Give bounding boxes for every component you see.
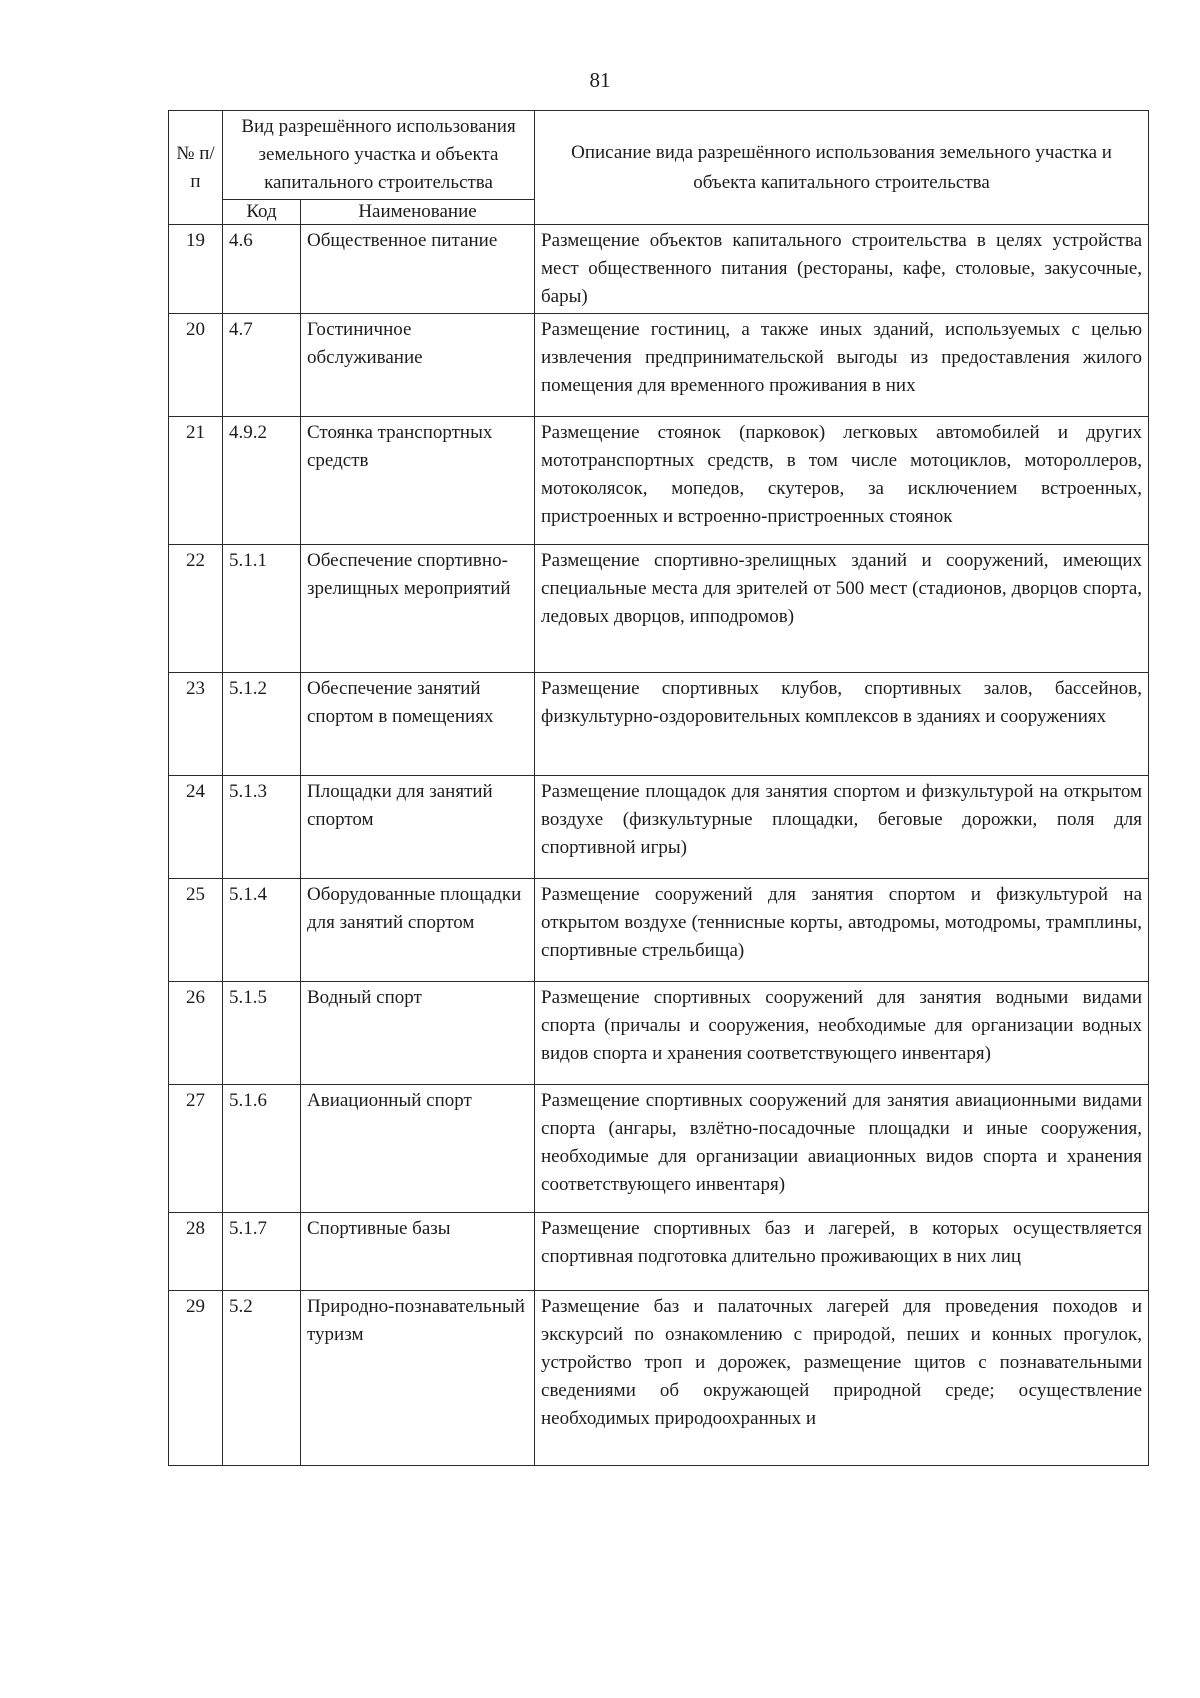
table-body xyxy=(169,225,1149,1466)
row-name: Авиационный спорт xyxy=(301,1085,535,1213)
row-number: 20 xyxy=(169,314,223,417)
header-number: № п/п xyxy=(169,111,223,225)
row-code: 5.2 xyxy=(223,1291,301,1466)
table-row xyxy=(169,982,1149,1085)
row-name: Обеспечение занятий спортом в помещениях xyxy=(301,673,535,776)
row-number: 23 xyxy=(169,673,223,776)
row-number: 29 xyxy=(169,1291,223,1466)
table-row xyxy=(169,1213,1149,1291)
row-number: 28 xyxy=(169,1213,223,1291)
row-description: Размещение спортивных сооружений для занятия авиационными видами спорта (ангары, взлётно-посадочные площадки и иные сооружения, необходимые для организации авиационных видов спорта и хранения соответствующего инвентаря) xyxy=(535,1085,1149,1213)
table-row xyxy=(169,225,1149,314)
header-permitted-use: Вид разрешённого использования земельного участка и объекта капитального строительства xyxy=(223,111,535,200)
header-name: Наименование xyxy=(301,200,535,225)
row-code: 5.1.7 xyxy=(223,1213,301,1291)
table-row xyxy=(169,879,1149,982)
row-code: 4.7 xyxy=(223,314,301,417)
table-row xyxy=(169,314,1149,417)
row-name: Стоянка транспортных средств xyxy=(301,417,535,545)
header-description: Описание вида разрешённого использования земельного участка и объекта капитального строительства xyxy=(535,111,1149,225)
table-row xyxy=(169,776,1149,879)
row-code: 4.6 xyxy=(223,225,301,314)
row-description: Размещение спортивных сооружений для занятия водными видами спорта (причалы и сооружения, необходимые для организации водных видов спорта и хранения соответствующего инвентаря) xyxy=(535,982,1149,1085)
row-name: Водный спорт xyxy=(301,982,535,1085)
row-description: Размещение объектов капитального строительства в целях устройства мест общественного питания (рестораны, кафе, столовые, закусочные, бары) xyxy=(535,225,1149,314)
row-description: Размещение спортивных баз и лагерей, в которых осуществляется спортивная подготовка длительно проживающих в них лиц xyxy=(535,1213,1149,1291)
table-row xyxy=(169,1291,1149,1466)
row-description: Размещение спортивных клубов, спортивных залов, бассейнов, физкультурно-оздоровительных комплексов в зданиях и сооружениях xyxy=(535,673,1149,776)
row-description: Размещение гостиниц, а также иных зданий, используемых с целью извлечения предпринимательской выгоды из предоставления жилого помещения для временного проживания в них xyxy=(535,314,1149,417)
row-code: 5.1.2 xyxy=(223,673,301,776)
land-use-table xyxy=(168,110,1149,1466)
row-code: 5.1.1 xyxy=(223,545,301,673)
table-row xyxy=(169,417,1149,545)
row-number: 26 xyxy=(169,982,223,1085)
row-name: Площадки для занятий спортом xyxy=(301,776,535,879)
row-name: Обеспечение спортивно-зрелищных мероприятий xyxy=(301,545,535,673)
table-row xyxy=(169,545,1149,673)
row-description: Размещение сооружений для занятия спортом и физкультурой на открытом воздухе (теннисные корты, автодромы, мотодромы, трамплины, спортивные стрельбища) xyxy=(535,879,1149,982)
row-name: Оборудованные площадки для занятий спортом xyxy=(301,879,535,982)
row-name: Гостиничное обслуживание xyxy=(301,314,535,417)
row-number: 27 xyxy=(169,1085,223,1213)
row-name: Природно-познавательный туризм xyxy=(301,1291,535,1466)
row-number: 19 xyxy=(169,225,223,314)
table-header xyxy=(169,111,1149,225)
table-row xyxy=(169,1085,1149,1213)
table-row xyxy=(169,673,1149,776)
row-code: 4.9.2 xyxy=(223,417,301,545)
row-name: Общественное питание xyxy=(301,225,535,314)
row-code: 5.1.4 xyxy=(223,879,301,982)
row-description: Размещение площадок для занятия спортом и физкультурой на открытом воздухе (физкультурные площадки, беговые дорожки, поля для спортивной игры) xyxy=(535,776,1149,879)
row-number: 21 xyxy=(169,417,223,545)
row-name: Спортивные базы xyxy=(301,1213,535,1291)
row-number: 22 xyxy=(169,545,223,673)
row-number: 25 xyxy=(169,879,223,982)
header-code: Код xyxy=(223,200,301,225)
row-description: Размещение баз и палаточных лагерей для проведения походов и экскурсий по ознакомлению с природой, пеших и конных прогулок, устройство троп и дорожек, размещение щитов с познавательными сведениями об окружающей природной среде; осуществление необходимых природоохранных и xyxy=(535,1291,1149,1466)
row-code: 5.1.5 xyxy=(223,982,301,1085)
page-number: 81 xyxy=(589,68,611,92)
row-code: 5.1.3 xyxy=(223,776,301,879)
row-description: Размещение спортивно-зрелищных зданий и сооружений, имеющих специальные места для зрителей от 500 мест (стадионов, дворцов спорта, ледовых дворцов, ипподромов) xyxy=(535,545,1149,673)
row-number: 24 xyxy=(169,776,223,879)
row-description: Размещение стоянок (парковок) легковых автомобилей и других мототранспортных средств, в том числе мотоциклов, мотороллеров, мотоколясок, мопедов, скутеров, за исключением встроенных, пристроенных и встроенно-пристроенных стоянок xyxy=(535,417,1149,545)
row-code: 5.1.6 xyxy=(223,1085,301,1213)
